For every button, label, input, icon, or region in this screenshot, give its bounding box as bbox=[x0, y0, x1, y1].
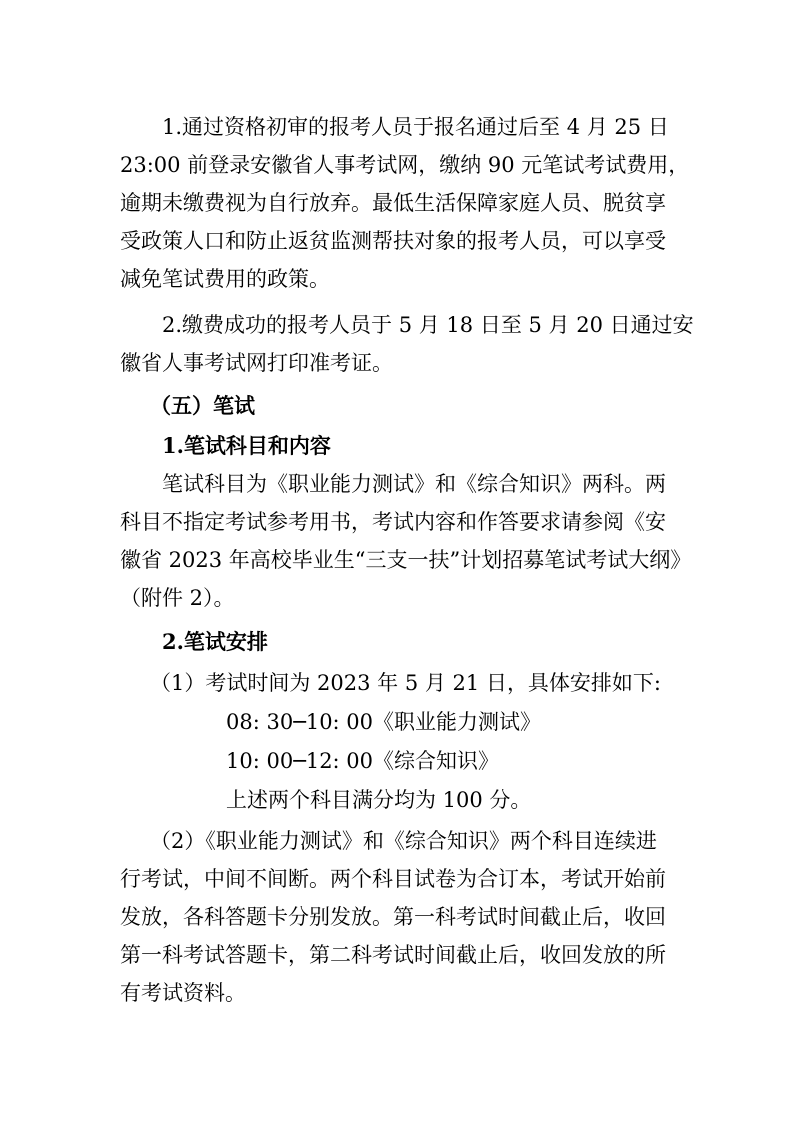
text-line: 第一科考试答题卡，第二科考试时间截止后，收回发放的所 bbox=[120, 943, 666, 967]
subheading-subjects bbox=[162, 427, 682, 465]
text-line: 10: 00─12: 00《综合知识》 bbox=[226, 749, 500, 773]
paragraph-fee-payment bbox=[120, 108, 690, 298]
paragraph-admission-ticket bbox=[120, 306, 694, 382]
text-line: （附件 2）。 bbox=[120, 586, 235, 610]
text-line: 行考试，中间不间断。两个科目试卷为合订本，考试开始前 bbox=[120, 867, 666, 891]
text-line: 徽省 2023 年高校毕业生“三支一扶”计划招募笔试考试大纲》 bbox=[120, 548, 692, 572]
text-line: 发放，各科答题卡分别发放。第一科考试时间截止后，收回 bbox=[120, 905, 666, 929]
text-line: 23:00 前登录安徽省人事考试网，缴纳 90 元笔试考试费用， bbox=[120, 153, 690, 177]
heading-text: 1.笔试科目和内容 bbox=[162, 433, 331, 458]
paragraph-exam-process bbox=[120, 822, 680, 1012]
text-line: 2.缴费成功的报考人员于 5 月 18 日至 5 月 20 日通过安 bbox=[162, 313, 694, 337]
text-line: 1.通过资格初审的报考人员于报名通过后至 4 月 25 日 bbox=[162, 115, 669, 139]
paragraph-subjects bbox=[120, 465, 692, 617]
text-line: 减免笔试费用的政策。 bbox=[120, 267, 330, 291]
heading-text: （五）笔试 bbox=[150, 393, 255, 418]
paragraph-exam-time bbox=[150, 664, 670, 702]
schedule-item-1 bbox=[226, 703, 746, 741]
text-line: （1）考试时间为 2023 年 5 月 21 日，具体安排如下: bbox=[150, 671, 662, 695]
text-line: 笔试科目为《职业能力测试》和《综合知识》两科。两 bbox=[162, 472, 666, 496]
text-line: （2）《职业能力测试》和《综合知识》两个科目连续进 bbox=[150, 829, 657, 853]
text-line: 徽省人事考试网打印准考证。 bbox=[120, 351, 393, 375]
score-note bbox=[226, 781, 746, 819]
section-heading-written-exam bbox=[150, 387, 670, 425]
text-line: 上述两个科目满分均为 100 分。 bbox=[226, 788, 532, 812]
text-line: 08: 30─10: 00《职业能力测试》 bbox=[226, 710, 542, 734]
text-line: 有考试资料。 bbox=[120, 981, 246, 1005]
heading-text: 2.笔试安排 bbox=[162, 629, 268, 654]
text-line: 科目不指定考试参考用书，考试内容和作答要求请参阅《安 bbox=[120, 510, 666, 534]
text-line: 受政策人口和防止返贫监测帮扶对象的报考人员，可以享受 bbox=[120, 229, 666, 253]
schedule-item-2 bbox=[226, 742, 746, 780]
subheading-arrangement bbox=[162, 623, 682, 661]
text-line: 逾期未缴费视为自行放弃。最低生活保障家庭人员、脱贫享 bbox=[120, 191, 666, 215]
